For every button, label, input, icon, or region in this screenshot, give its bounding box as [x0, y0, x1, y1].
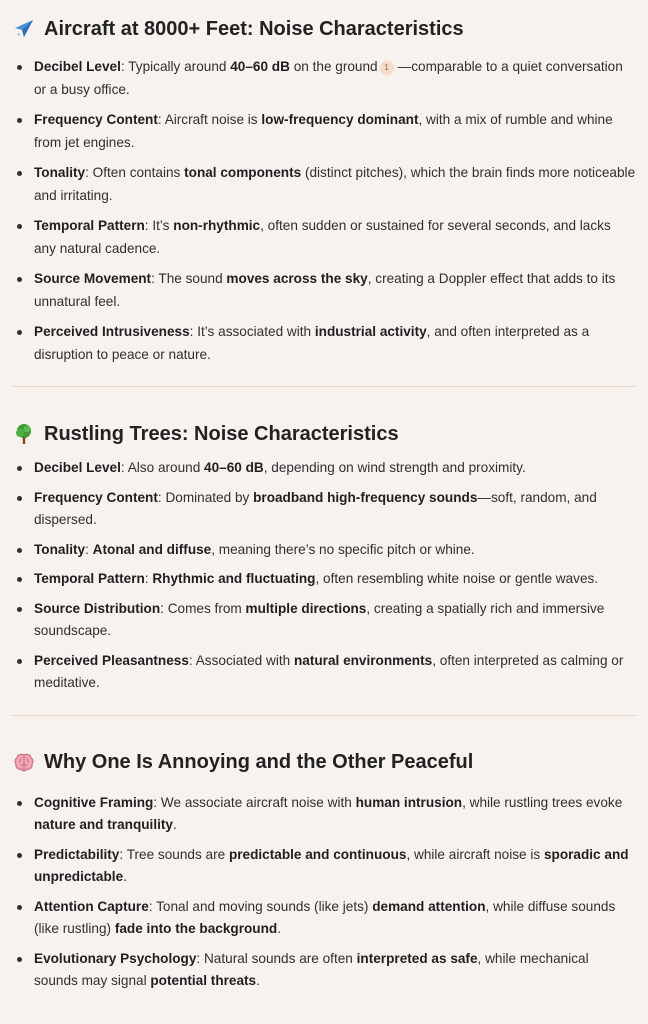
section-title: Rustling Trees: Noise Characteristics [44, 422, 399, 445]
item-text: It’s [152, 218, 174, 233]
item-label: Tonality [34, 165, 86, 180]
citation-badge[interactable]: 1 [380, 61, 394, 75]
item-text: , often sudden or sustained for several seconds, and lacks any natural cadence. [34, 218, 611, 256]
item-text: , creating a Doppler effect that adds to its unnatural feel. [34, 271, 616, 309]
item-text: Dominated by [165, 489, 254, 505]
brain-icon [12, 751, 36, 775]
bullet-list [12, 792, 636, 993]
item-emphasis: 40–60 dB [204, 460, 264, 475]
item-label: Source Movement [34, 271, 152, 286]
item-label: Frequency Content [34, 489, 158, 505]
item-text: . [277, 921, 281, 936]
section-aircraft [12, 0, 636, 366]
section-heading [12, 748, 636, 778]
item-label: Perceived Pleasantness [34, 652, 189, 668]
item-text: Aircraft noise is [164, 112, 262, 127]
item-emphasis: interpreted as safe [356, 950, 478, 966]
item-emphasis: fade into the background [114, 921, 278, 936]
item-label: Predictability [34, 846, 120, 862]
item-text: , often resembling white noise or gentle waves. [315, 571, 599, 586]
item-text: Associated with [195, 652, 294, 668]
list-item: Tonality: Often contains tonal components (distinct pitches), which the brain finds more noticeable and irritating. [12, 162, 636, 207]
item-emphasis: human intrusion [355, 794, 463, 810]
item-label: Evolutionary Psychology [34, 950, 197, 966]
item-text: , creating a spatially rich and immersive soundscape. [34, 600, 605, 638]
item-text: Typically around [128, 59, 231, 74]
section-heading [12, 14, 636, 44]
bullet-list [12, 56, 636, 366]
item-label: Temporal Pattern [34, 218, 145, 233]
list-item: Frequency Content: Dominated by broadband high-frequency sounds—soft, random, and dispersed. [12, 487, 636, 532]
item-text: , while mechanical sounds may signal [34, 950, 589, 988]
item-text: , while diffuse sounds (like rustling) [34, 898, 616, 936]
item-text: , often interpreted as calming or meditative. [34, 652, 624, 690]
item-text: , depending on wind strength and proximity. [263, 460, 526, 475]
item-emphasis: Atonal and diffuse [92, 541, 212, 557]
item-label: Source Distribution [34, 600, 161, 616]
list-item: Perceived Intrusiveness: It’s associated with industrial activity, and often interpreted as a disruption to peace or nature. [12, 321, 636, 366]
item-emphasis: predictable and continuous [228, 846, 407, 862]
section-trees [12, 387, 636, 695]
item-emphasis: low-frequency dominant [261, 112, 419, 127]
item-text: Tree sounds are [126, 846, 229, 862]
item-label: Tonality [34, 541, 86, 557]
item-emphasis: nature and tranquility [34, 817, 173, 832]
item-text: , meaning there’s no specific pitch or whine. [211, 541, 475, 557]
item-text: , while rustling trees evoke [462, 794, 623, 810]
item-text: , and often interpreted as a disruption to peace or nature. [34, 324, 590, 362]
tree-icon [12, 422, 36, 446]
item-text: . [123, 869, 127, 884]
item-emphasis: 40–60 dB [230, 59, 290, 74]
item-text: We associate aircraft noise with [160, 794, 356, 810]
item-label: Cognitive Framing [34, 794, 154, 810]
list-item: Decibel Level: Typically around 40–60 dB on the ground 1 —comparable to a quiet conversation or a busy office. [12, 56, 636, 101]
list-item: Source Distribution: Comes from multiple directions, creating a spatially rich and immersive soundscape. [12, 598, 636, 643]
item-emphasis: industrial activity [314, 324, 427, 339]
item-text: —soft, random, and dispersed. [34, 489, 597, 527]
item-emphasis: potential threats [150, 973, 257, 988]
item-text: , while aircraft noise is [406, 846, 544, 862]
list-item: Decibel Level: Also around 40–60 dB, depending on wind strength and proximity. [12, 457, 636, 480]
item-text: Tonal and moving sounds (like jets) [156, 898, 373, 914]
item-text: . [256, 973, 260, 988]
list-item: Predictability: Tree sounds are predictable and continuous, while aircraft noise is sporadic and unpredictable. [12, 844, 636, 889]
item-text: It’s associated with [197, 324, 315, 339]
item-label: Temporal Pattern [34, 571, 145, 586]
item-emphasis: natural environments [293, 652, 433, 668]
item-emphasis: demand attention [372, 898, 486, 914]
item-emphasis: sporadic and unpredictable [34, 846, 629, 884]
item-emphasis: multiple directions [245, 600, 367, 616]
item-text: The sound [158, 271, 227, 286]
list-item: Perceived Pleasantness: Associated with natural environments, often interpreted as calming or meditative. [12, 650, 636, 695]
item-text: , with a mix of rumble and whine from jet engines. [34, 112, 613, 150]
item-label: Perceived Intrusiveness [34, 324, 190, 339]
item-text: —comparable to a quiet conversation or a busy office. [34, 59, 623, 97]
item-text: (distinct pitches), which the brain finds more noticeable and irritating. [34, 165, 636, 203]
item-label: Attention Capture [34, 898, 149, 914]
item-text: Often contains [92, 165, 185, 180]
item-text: . [172, 817, 177, 832]
list-item: Tonality: Atonal and diffuse, meaning there’s no specific pitch or whine. [12, 539, 636, 562]
item-emphasis: Rhythmic and fluctuating [152, 571, 316, 586]
airplane-icon [12, 17, 36, 41]
item-label: Decibel Level [34, 59, 121, 74]
item-text: Also around [127, 460, 205, 475]
item-label: Decibel Level [34, 460, 121, 475]
list-item: Temporal Pattern: Rhythmic and fluctuating, often resembling white noise or gentle waves. [12, 568, 636, 591]
item-text: Comes from [167, 600, 246, 616]
list-item: Cognitive Framing: We associate aircraft noise with human intrusion, while rustling trees evoke nature and tranquility. [12, 792, 636, 837]
section-title: Aircraft at 8000+ Feet: Noise Characteristics [44, 17, 464, 40]
section-why [12, 716, 636, 993]
item-emphasis: moves across the sky [226, 271, 368, 286]
item-text: Natural sounds are often [203, 950, 357, 966]
item-emphasis: broadband high-frequency sounds [253, 489, 478, 505]
list-item: Attention Capture: Tonal and moving sounds (like jets) demand attention, while diffuse sounds (like rustling) fade into the background. [12, 896, 636, 941]
item-emphasis: non-rhythmic [173, 218, 261, 233]
list-item: Evolutionary Psychology: Natural sounds are often interpreted as safe, while mechanical sounds may signal potential threats. [12, 948, 636, 993]
item-emphasis: tonal components [184, 165, 302, 180]
list-item: Frequency Content: Aircraft noise is low-frequency dominant, with a mix of rumble and whine from jet engines. [12, 109, 636, 154]
list-item: Temporal Pattern: It’s non-rhythmic, often sudden or sustained for several seconds, and lacks any natural cadence. [12, 215, 636, 260]
list-item: Source Movement: The sound moves across the sky, creating a Doppler effect that adds to its unnatural feel. [12, 268, 636, 313]
bullet-list [12, 457, 636, 695]
section-heading [12, 419, 636, 449]
item-text: on the ground [289, 59, 378, 74]
item-label: Frequency Content [34, 112, 158, 127]
section-title: Why One Is Annoying and the Other Peaceful [44, 751, 474, 773]
